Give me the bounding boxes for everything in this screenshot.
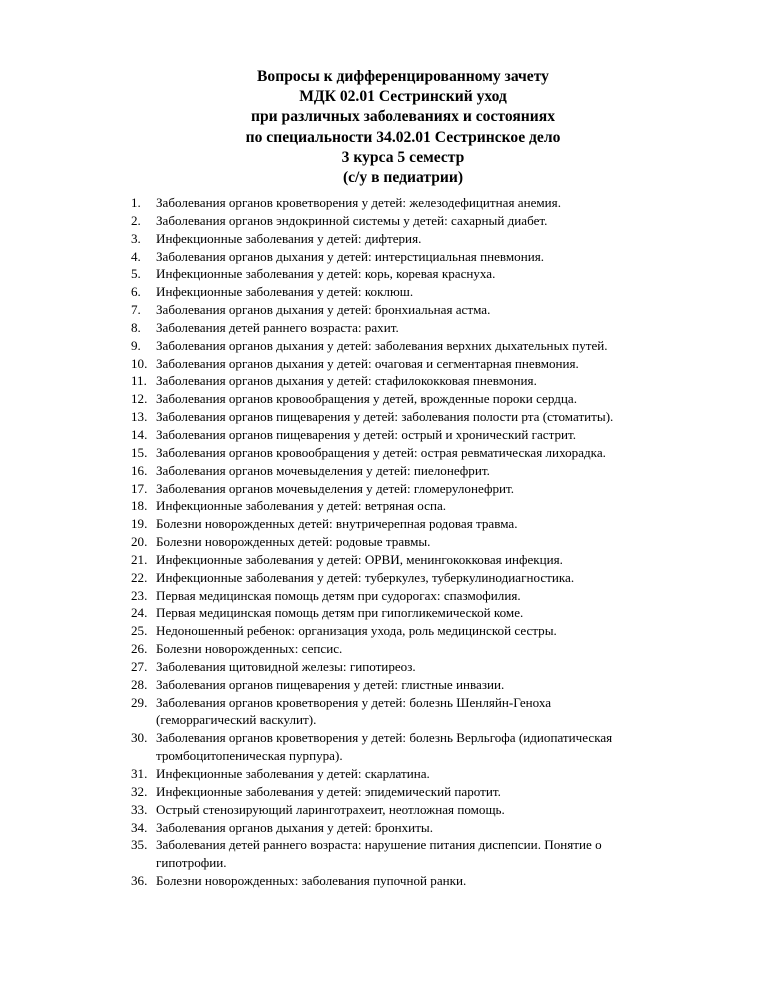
question-number: 29. [131,694,148,710]
question-text: Заболевания органов кровообращения у детей, врожденные пороки сердца. [156,391,577,407]
question-text: Острый стенозирующий ларинготрахеит, неотложная помощь. [156,801,505,817]
question-text: Болезни новорожденных: заболевания пупочной ранки. [156,873,467,889]
question-text: Заболевания органов дыхания у детей: бронхиальная астма. [156,302,491,318]
question-item [131,783,731,801]
title-line: МДК 02.01 Сестринский уход [299,88,507,106]
question-number: 16. [131,462,148,478]
question-text: Инфекционные заболевания у детей: туберкулез, туберкулинодиагностика. [156,569,575,585]
question-item [131,801,731,819]
question-item [131,444,731,462]
questions-list [131,194,731,890]
question-number: 31. [131,766,148,781]
question-text: Болезни новорожденных детей: родовые травмы. [156,534,431,550]
question-item [131,319,731,337]
question-item [131,729,731,765]
question-text: Заболевания органов мочевыделения у детей: гломерулонефрит. [156,480,515,496]
question-text: Заболевания органов пищеварения у детей: глистные инвазии. [156,676,505,692]
question-number: 11. [131,373,147,389]
question-number: 19. [131,516,148,532]
question-item [131,587,731,605]
question-number: 34. [131,819,148,835]
question-item [131,819,731,837]
question-text: гипотрофии. [156,855,227,871]
question-number: 14. [131,426,148,442]
question-item [131,480,731,498]
question-number: 25. [131,623,148,639]
question-number: 21. [131,551,148,567]
question-text: тромбоцитопеническая пурпура). [156,748,343,764]
question-text: Заболевания щитовидной железы: гипотиреоз. [156,658,416,674]
question-number: 23. [131,587,148,603]
question-number: 2. [131,212,141,228]
question-item [131,355,731,373]
question-number: 30. [131,730,148,746]
question-number: 4. [131,248,141,264]
question-number: 6. [131,284,141,300]
question-number: 12. [131,391,148,407]
question-item [131,622,731,640]
question-number: 13. [131,409,148,425]
question-text: Болезни новорожденных: сепсис. [156,641,343,657]
question-item [131,658,731,676]
question-number: 32. [131,783,148,799]
question-text: Заболевания органов дыхания у детей: очаговая и сегментарная пневмония. [156,355,579,371]
question-number: 15. [131,444,148,460]
question-number: 27. [131,658,148,674]
question-text: Инфекционные заболевания у детей: корь, коревая краснуха. [156,266,496,282]
title-line: при различных заболеваниях и состояниях [250,108,555,126]
question-text: Заболевания органов дыхания у детей: стафилококковая пневмония. [156,373,537,389]
question-text: Болезни новорожденных детей: внутричерепная родовая травма. [156,516,518,532]
question-item [131,533,731,551]
title-line: Вопросы к дифференцированному зачету [257,68,549,85]
question-text: Недоношенный ребенок: организация ухода, роль медицинской сестры. [156,623,557,639]
question-item [131,408,731,426]
question-text: Инфекционные заболевания у детей: эпидемический паротит. [156,783,501,799]
question-text: Заболевания органов пищеварения у детей: заболевания полости рта (стоматиты). [156,409,614,425]
question-item [131,426,731,444]
question-number: 20. [131,534,148,550]
question-item [131,515,731,533]
question-number: 24. [131,605,148,621]
question-text: Заболевания детей раннего возраста: нарушение питания диспепсии. Понятие о [156,837,602,853]
question-text: Заболевания органов кроветворения у детей: железодефицитная анемия. [156,195,561,210]
question-number: 7. [131,302,141,318]
question-item [131,694,731,730]
question-number: 8. [131,319,141,335]
question-text: Первая медицинская помощь детям при судорогах: спазмофилия. [156,587,521,603]
question-item [131,212,731,230]
question-text: Заболевания детей раннего возраста: рахит. [156,319,399,335]
title-line: (с/у в педиатрии) [342,169,464,187]
question-text: Заболевания органов кроветворения у детей: болезнь Верльгофа (идиопатическая [156,730,613,746]
question-item [131,765,731,783]
question-number: 9. [131,337,141,353]
question-text: Инфекционные заболевания у детей: дифтерия. [156,230,422,246]
question-text: Инфекционные заболевания у детей: ветряная оспа. [156,498,447,514]
question-text: Инфекционные заболевания у детей: скарлатина. [156,766,430,781]
question-text: Заболевания органов эндокринной системы у детей: сахарный диабет. [156,212,548,228]
question-text: Инфекционные заболевания у детей: ОРВИ, менингококковая инфекция. [156,551,563,567]
question-text: (геморрагический васкулит). [156,712,317,728]
question-item [131,640,731,658]
question-number: 1. [131,195,141,210]
question-item [131,248,731,266]
question-item [131,337,731,355]
question-item [131,194,731,212]
question-number: 22. [131,569,148,585]
question-number: 17. [131,480,148,496]
question-number: 28. [131,676,148,692]
question-text: Заболевания органов кровообращения у детей: острая ревматическая лихорадка. [156,444,606,460]
question-item [131,265,731,283]
question-text: Инфекционные заболевания у детей: коклюш. [156,284,414,300]
question-text: Заболевания органов дыхания у детей: бронхиты. [156,819,433,835]
question-text: Заболевания органов дыхания у детей: интерстициальная пневмония. [156,248,544,264]
question-item [131,872,731,890]
question-item [131,301,731,319]
question-number: 26. [131,641,148,657]
question-text: Заболевания органов мочевыделения у детей: пиелонефрит. [156,462,490,478]
question-item [131,676,731,694]
question-item [131,497,731,515]
question-number: 36. [131,873,148,889]
title-line: 3 курса 5 семестр [341,148,465,166]
question-text: Первая медицинская помощь детям при гипогликемической коме. [156,605,524,621]
question-text: Заболевания органов дыхания у детей: заболевания верхних дыхательных путей. [156,337,608,353]
question-item [131,390,731,408]
question-item [131,283,731,301]
question-number: 3. [131,230,141,246]
question-number: 5. [131,266,141,282]
question-number: 35. [131,837,148,853]
document-header [0,67,768,188]
question-item [131,551,731,569]
question-number: 33. [131,801,148,817]
question-item [131,372,731,390]
question-item [131,230,731,248]
title-line: по специальности 34.02.01 Сестринское дело [245,128,561,146]
question-item [131,836,731,872]
question-text: Заболевания органов кроветворения у детей: болезнь Шенляйн-Геноха [156,694,552,710]
question-number: 10. [131,355,148,371]
question-item [131,462,731,480]
question-item [131,569,731,587]
question-item [131,604,731,622]
question-text: Заболевания органов пищеварения у детей: острый и хронический гастрит. [156,426,577,442]
question-number: 18. [131,498,148,514]
